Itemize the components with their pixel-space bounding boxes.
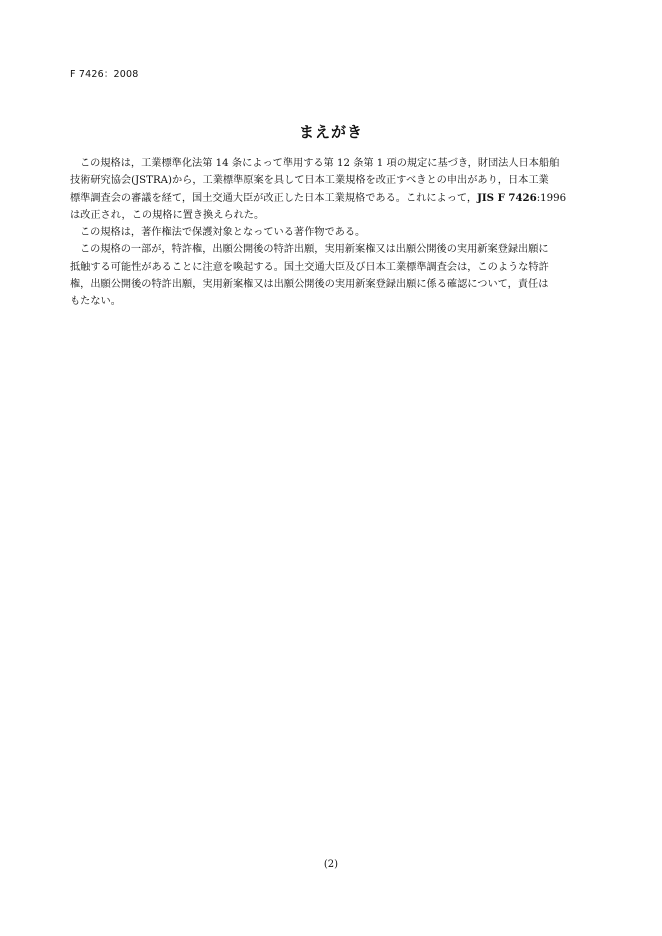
page-title: まえがき [298, 123, 363, 141]
page-number: (2) [323, 859, 339, 870]
paragraph-3-line-3: 権，出願公開後の特許出願，実用新案権又は出願公開後の実用新案登録出願に係る確認について，責任は [70, 279, 549, 291]
paragraph-3 [70, 241, 595, 310]
paragraph-3-line-4: もたない。 [70, 296, 121, 308]
paragraph-2 [70, 224, 595, 241]
document-id: F 7426：2008 [70, 69, 139, 80]
paragraph-1-line-3-text: 標準調査会の審議を経て，国土交通大臣が改正した日本工業規格である。これによって， [70, 192, 478, 204]
body-text [70, 155, 595, 311]
paragraph-1-line-1: この規格は，工業標準化法第 14 条によって準用する第 12 条第 1 項の規定に基づき，財団法人日本船舶 [80, 158, 560, 169]
paragraph-1-line-3 [70, 190, 595, 207]
paragraph-1-line-2: 技術研究協会(JSTRA)から，工業標準原案を具して日本工業規格を改正すべきとの申出があり，日本工業 [70, 175, 549, 187]
paragraph-1 [70, 155, 595, 224]
paragraph-1-line-4: は改正され，この規格に置き換えられた。 [70, 209, 265, 221]
jis-reference: JIS F 7426 [477, 191, 537, 204]
paragraph-3-line-2: 抵触する可能性があることに注意を喚起する。国土交通大臣及び日本工業標準調査会は，このような特許 [70, 261, 549, 273]
paragraph-2-line-1: この規格は，著作権法で保護対象となっている著作物である。 [80, 227, 366, 239]
jis-reference-year: :1996 [536, 192, 567, 204]
paragraph-3-line-1: この規格の一部が，特許権，出願公開後の特許出願，実用新案権又は出願公開後の実用新案登録出願に [80, 244, 549, 256]
